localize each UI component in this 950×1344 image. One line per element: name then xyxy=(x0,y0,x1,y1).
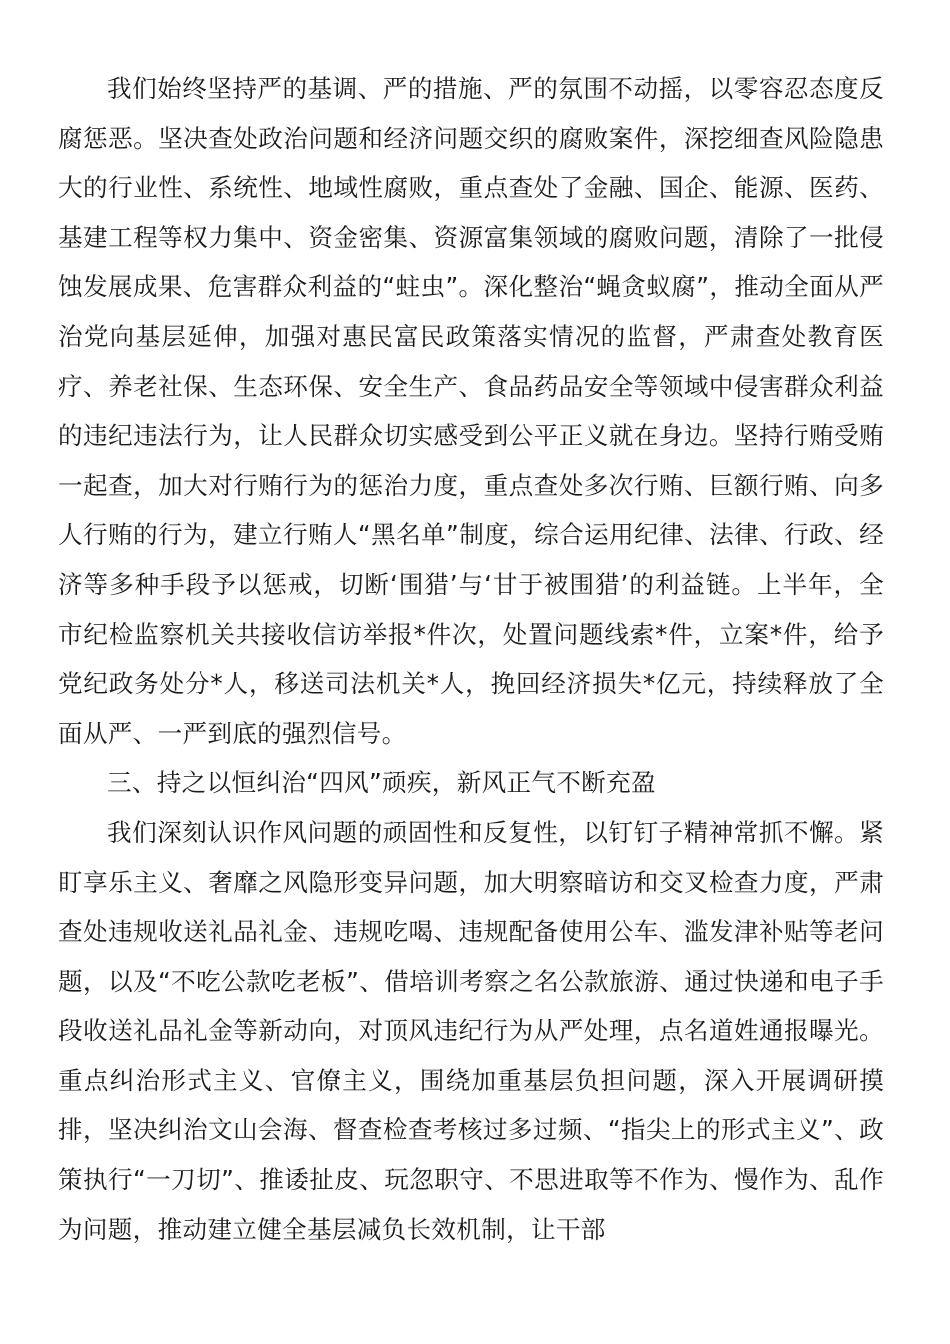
section-heading: 三、持之以恒纠治“四风”顽疾，新风正气不断充盈 xyxy=(107,768,656,798)
paragraph-work-style: 我们深刻认识作风问题的顽固性和反复性，以钉钉子精神常抓不懈。紧盯享乐主义、奢靡之风隐形变异问题，加大明察暗访和交叉检查力度，严肃查处违规收送礼品礼金、违规吃喝、违规配备使用公车、滥发津补贴等老问题，以及“不吃公款吃老板”、借培训考察之名公款旅游、通过快递和电子手段收送礼品礼金等新动向，对顶风违纪行为从严处理，点名道姓通报曝光。重点纠治形式主义、官僚主义，围绕加重基层负担问题，深入开展调研摸排，坚决纠治文山会海、督查检查考核过多过频、“指尖上的形式主义”、政策执行“一刀切”、推诿扯皮、玩忽职守、不思进取等不作为、慢作为、乱作为问题，推动建立健全基层减负长效机制，让干部 xyxy=(58,817,884,1244)
paragraph-anti-corruption: 我们始终坚持严的基调、严的措施、严的氛围不动摇，以零容忍态度反腐惩恶。坚决查处政治问题和经济问题交织的腐败案件，深挖细查风险隐患大的行业性、系统性、地域性腐败，重点查处了金融、国企、能源、医药、基建工程等权力集中、资金密集、资源富集领域的腐败问题，清除了一批侵蚀发展成果、危害群众利益的“蛀虫”。深化整治“蝇贪蚁腐”，推动全面从严治党向基层延伸，加强对惠民富民政策落实情况的监督，严肃查处教育医疗、养老社保、生态环保、安全生产、食品药品安全等领域中侵害群众利益的违纪违法行为，让人民群众切实感受到公平正义就在身边。坚持行贿受贿一起查，加大对行贿行为的惩治力度，重点查处多次行贿、巨额行贿、向多人行贿的行为，建立行贿人“黑名单”制度，综合运用纪律、法律、行政、经济等多种手段予以惩戒，切断‘围猎’与‘甘于被围猎’的利益链。上半年，全市纪检监察机关共接收信访举报*件次，处置问题线索*件，立案*件，给予党纪政务处分*人，移送司法机关*人，挽回经济损失*亿元，持续释放了全面从严、一严到底的强烈信号。 xyxy=(58,74,884,748)
